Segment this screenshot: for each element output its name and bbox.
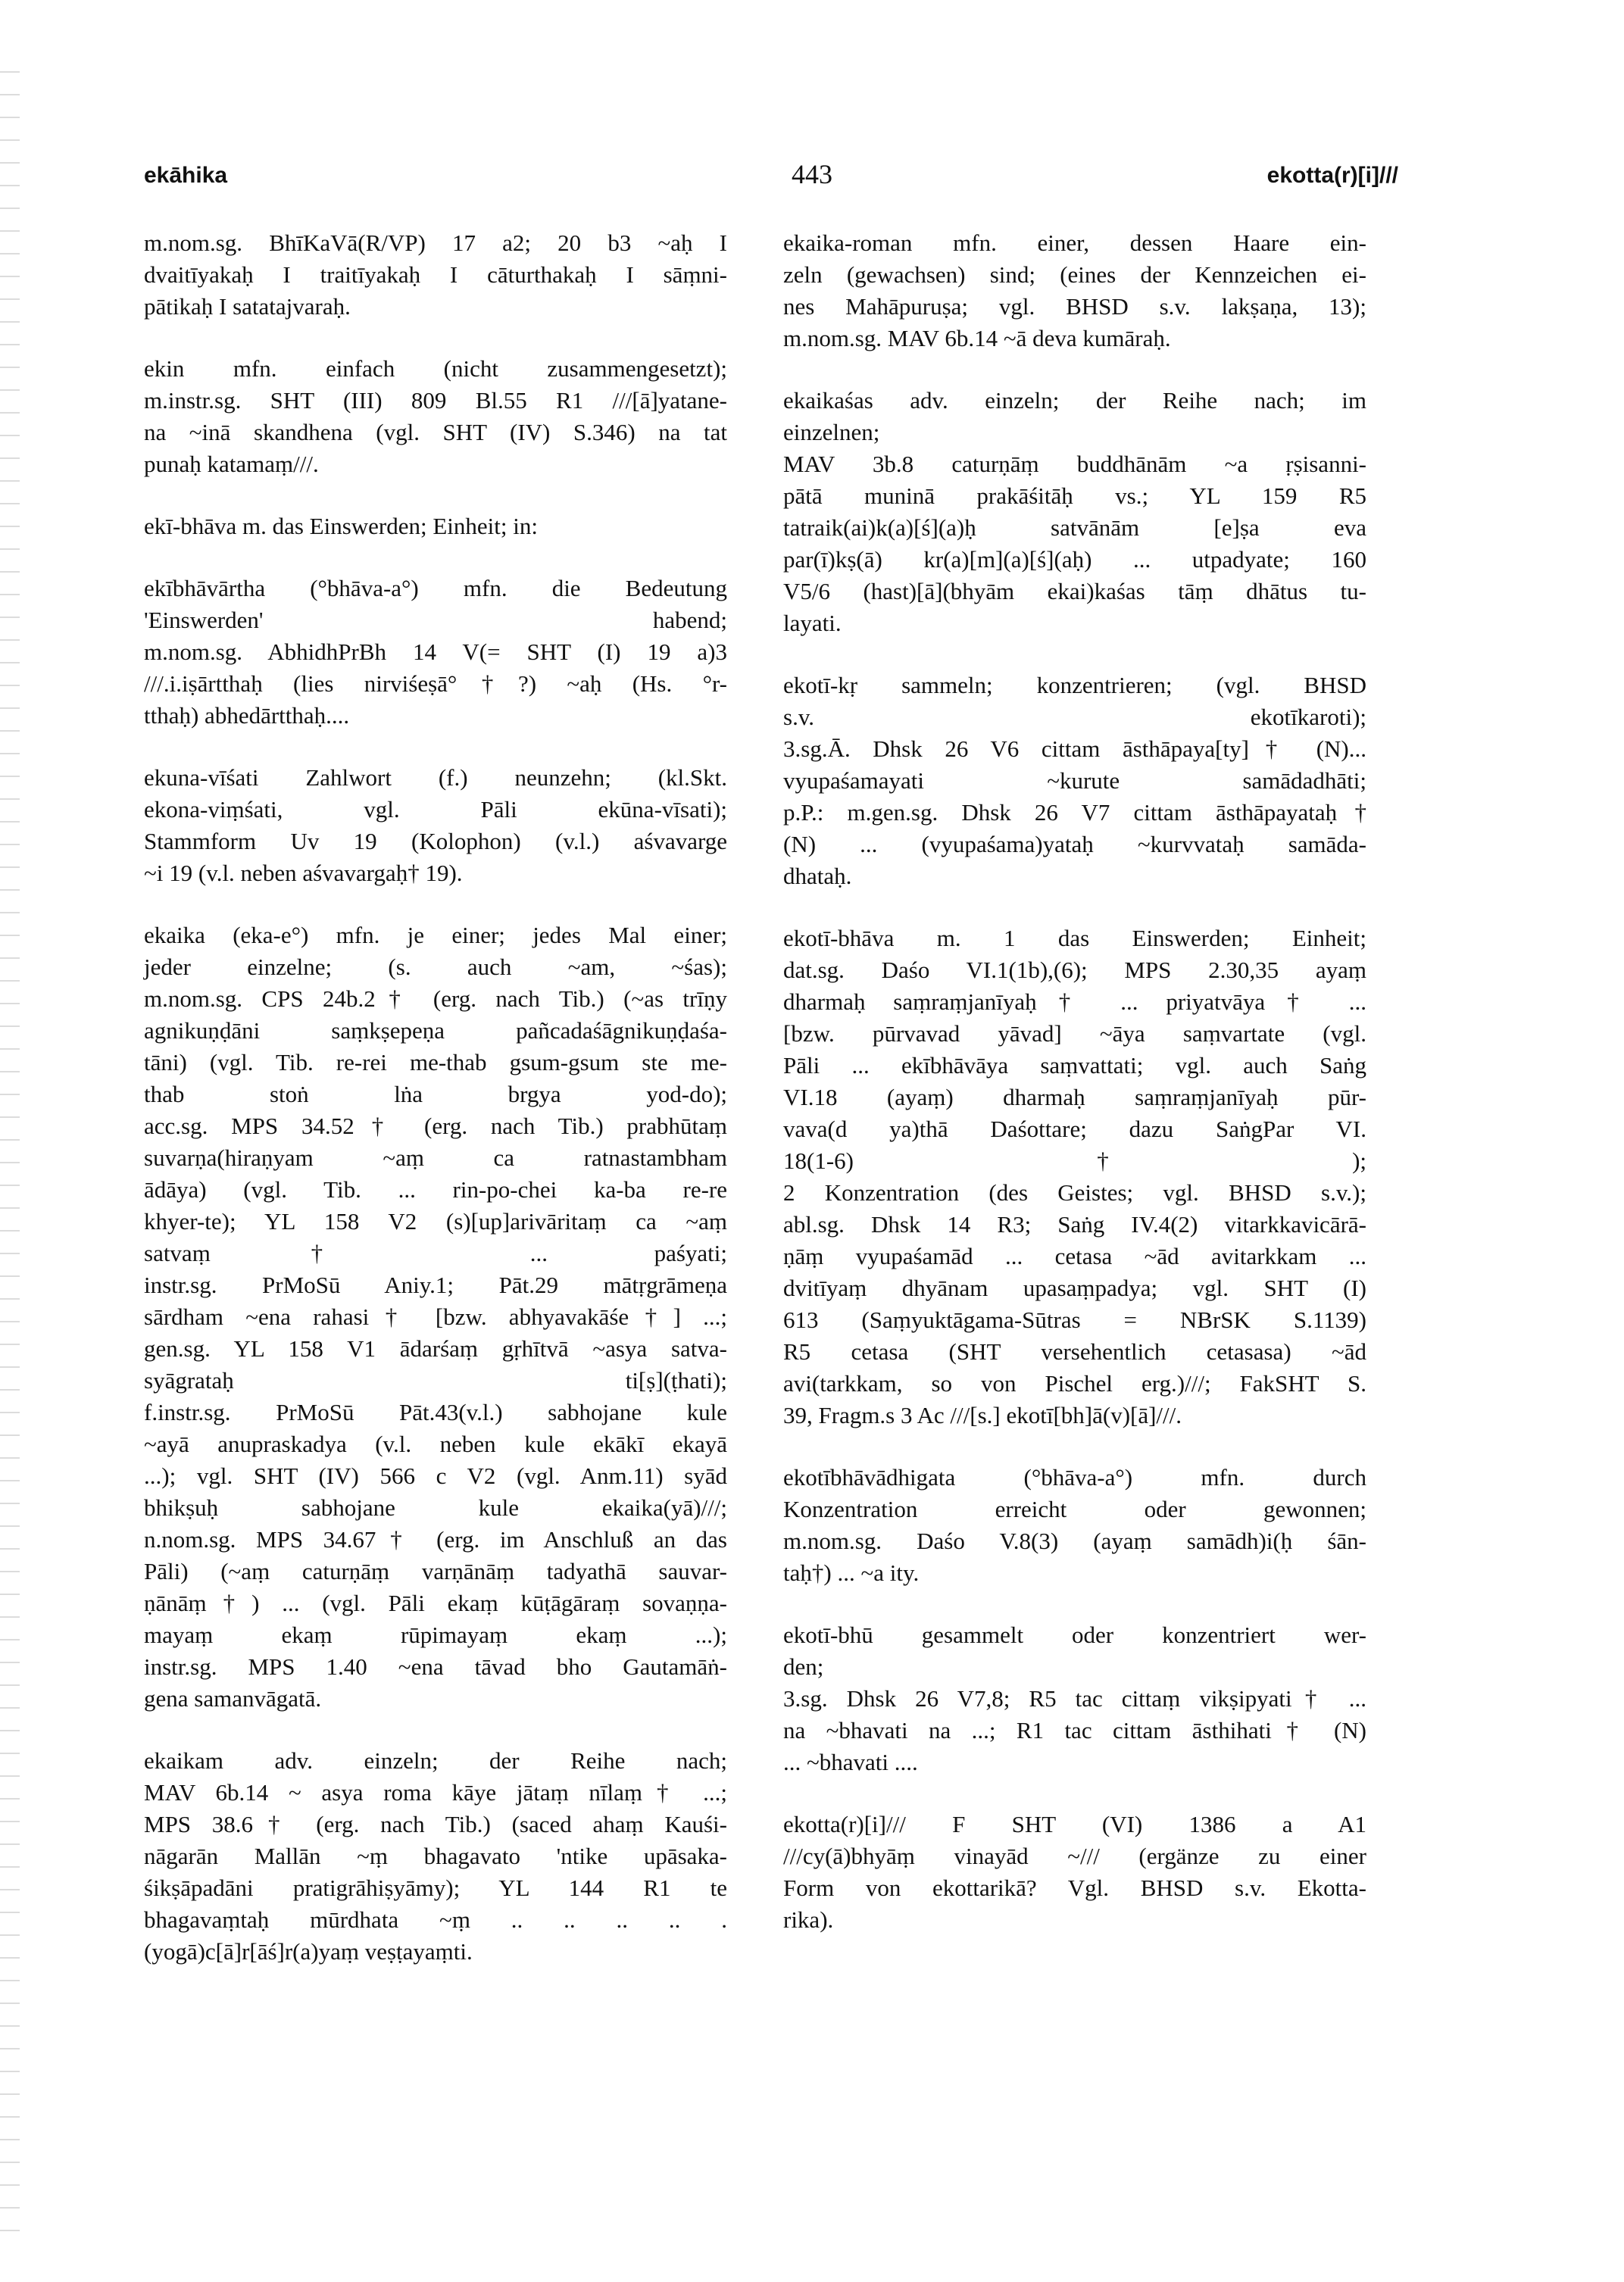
running-header [0, 159, 1624, 216]
entry-line: ...); vgl. SHT (IV) 566 c V2 (vgl. Anm.11) syād [144, 1463, 727, 1489]
entry-headline: ekotī-bhāva m. 1 das Einswerden; Einheit; [783, 925, 1366, 951]
entry-line: m.nom.sg. AbhidhPrBh 14 V(= SHT (I) 19 a)3 [144, 638, 727, 665]
entry-line: 3.sg.Ā. Dhsk 26 V6 cittam āsthāpaya[ty]† (N)... [783, 735, 1366, 762]
dictionary-entry [144, 510, 727, 542]
entry-line: dvaitīyakaḥ I traitīyakaḥ I cāturthakaḥ I sāṃni- [144, 261, 727, 288]
entry-line: rika). [783, 1906, 834, 1933]
entry-line: VI.18 (ayaṃ) dharmaḥ saṃraṃjanīyaḥ pūr- [783, 1084, 1366, 1110]
entry-line: n.nom.sg. MPS 34.67† (erg. im Anschluß an das [144, 1526, 727, 1553]
entry-line: dhataḥ. [783, 863, 852, 889]
entry-line: f.instr.sg. PrMoSū Pāt.43(v.l.) sabhojane kule [144, 1399, 727, 1425]
entry-line: MAV 6b.14 ~ asya roma kāye jātaṃ nīlaṃ† ...; [144, 1779, 727, 1806]
entry-line: ///.i.iṣārtthaḥ (lies nirviśeṣā°†?) ~aḥ (Hs. °r- [144, 670, 727, 697]
dictionary-entry [144, 762, 727, 889]
entry-line: pātikaḥ I satatajvaraḥ. [144, 293, 351, 320]
entry-line: taḥ†) ... ~a ity. [783, 1559, 920, 1586]
entry-headline: ekībhāvārtha (°bhāva-a°) mfn. die Bedeutung [144, 575, 727, 601]
entry-line: ādāya) (vgl. Tib. ... rin-po-chei ka-ba re-re [144, 1176, 727, 1203]
entry-line: mayaṃ ekaṃ rūpimayaṃ ekaṃ ...); [144, 1622, 727, 1648]
entry-line: instr.sg. PrMoSū Aniy.1; Pāt.29 mātṛgrāmeṇa [144, 1272, 727, 1298]
dictionary-entry [783, 227, 1366, 354]
entry-line: 613 (Saṃyuktāgama-Sūtras = NBrSK S.1139) [783, 1306, 1366, 1333]
dictionary-entry [783, 1619, 1366, 1778]
entry-line: dat.sg. Daśo VI.1(1b),(6); MPS 2.30,35 ayaṃ [783, 957, 1366, 983]
entry-line: pātā muninā prakāśitāḥ vs.; YL 159 R5 [783, 482, 1366, 509]
left-column [144, 227, 727, 1998]
entry-line: Pāli ... ekībhāvāya saṃvattati; vgl. auch Saṅg [783, 1052, 1366, 1079]
header-right-catchword: ekotta(r)[i]/// [1266, 163, 1398, 188]
entry-line: suvarṇa(hiraṇyam ~aṃ ca ratnastambham [144, 1144, 727, 1171]
entry-line: vava(d ya)thā Daśottare; dazu SaṅgPar VI. [783, 1116, 1366, 1142]
entry-line: ṇāṃ vyupaśamād ... cetasa ~ād avitarkkam ... [783, 1243, 1366, 1269]
entry-line: 18(1-6)†); [783, 1147, 1366, 1174]
entry-line: dvitīyaṃ dhyānam upasaṃpadya; vgl. SHT (I) [783, 1275, 1366, 1301]
entry-line: (N) ... (vyupaśama)yataḥ ~kurvvataḥ samāda- [783, 831, 1366, 857]
entry-line: acc.sg. MPS 34.52† (erg. nach Tib.) prabhūtaṃ [144, 1113, 727, 1139]
entry-line: tthaḥ) abhedārtthaḥ.... [144, 702, 350, 729]
right-column [783, 227, 1366, 1966]
entry-line: zeln (gewachsen) sind; (eines der Kennzeichen ei- [783, 261, 1366, 288]
dictionary-entry [144, 1745, 727, 1968]
entry-line: Konzentration erreicht oder gewonnen; [783, 1496, 1366, 1522]
entry-line: 39, Fragm.s 3 Ac ///[s.] ekotī[bh]ā(v)[ā]///. [783, 1402, 1182, 1428]
entry-headline: ekaika-roman mfn. einer, dessen Haare ein- [783, 229, 1366, 256]
entry-line: ṇānāṃ†) ... (vgl. Pāli ekaṃ kūṭāgāraṃ sovaṇṇa- [144, 1590, 727, 1616]
entry-line: bhagavaṃtaḥ mūrdhata ~ṃ .. .. .. .. . [144, 1906, 727, 1933]
entry-line: MAV 3b.8 caturṇāṃ buddhānām ~a ṛṣisanni- [783, 451, 1366, 477]
entry-line: nāgarān Mallān ~ṃ bhagavato 'ntike upāsaka- [144, 1843, 727, 1869]
entry-line: (yogā)c[ā]r[āś]r(a)yaṃ veṣṭayaṃti. [144, 1938, 473, 1965]
dictionary-entry [783, 670, 1366, 892]
entry-line: par(ī)kṣ(ā) kr(a)[m](a)[ś](aḥ) ... utpadyate; 160 [783, 546, 1366, 573]
entry-line: tatraik(ai)k(a)[ś](a)ḥ satvānām [e]ṣa eva [783, 514, 1366, 541]
entry-line: MPS 38.6† (erg. nach Tib.) (saced ahaṃ Kauśi- [144, 1811, 727, 1837]
entry-line: na ~bhavati na ...; R1 tac cittam āsthihati† (N) [783, 1717, 1366, 1743]
entry-line: syāgrataḥ ti[ṣ](ṭhati); [144, 1367, 727, 1394]
entry-headline: ekī-bhāva m. das Einswerden; Einheit; in: [144, 513, 538, 539]
entry-line: tāni) (vgl. Tib. re-rei me-thab gsum-gsum ste me- [144, 1049, 727, 1075]
entry-line: ///cy(ā)bhyāṃ vinayād ~/// (ergänze zu einer [783, 1843, 1366, 1869]
dictionary-entry [144, 919, 727, 1715]
page-number: 443 [792, 159, 832, 189]
entry-line: [bzw. pūrvavad yāvad] ~āya saṃvartate (vgl. [783, 1020, 1366, 1047]
entry-line: bhikṣuḥ sabhojane kule ekaika(yā)///; [144, 1494, 727, 1521]
entry-headline: ekotībhāvādhigata (°bhāva-a°) mfn. durch [783, 1464, 1366, 1491]
entry-headline: ekaika (eka-e°) mfn. je einer; jedes Mal einer; [144, 922, 727, 948]
entry-line: na ~inā skandhena (vgl. SHT (IV) S.346) na tat [144, 419, 727, 445]
entry-line: sārdham ~ena rahasi† [bzw. abhyavakāśe†] ...; [144, 1303, 727, 1330]
entry-line: gena samanvāgatā. [144, 1685, 322, 1712]
entry-line: V5/6 (hast)[ā](bhyām ekai)kaśas tāṃ dhātus tu- [783, 578, 1366, 604]
dictionary-entry [783, 385, 1366, 639]
entry-line: m.nom.sg. MAV 6b.14 ~ā deva kumāraḥ. [783, 325, 1171, 351]
dictionary-entry [783, 1462, 1366, 1589]
entry-line: thab stoṅ lṅa brgya yod-do); [144, 1081, 727, 1107]
entry-line: instr.sg. MPS 1.40 ~ena tāvad bho Gautamāṅ- [144, 1653, 727, 1680]
entry-line: m.nom.sg. Daśo V.8(3) (ayaṃ samādh)i(ḥ śān- [783, 1528, 1366, 1554]
entry-headline: ekaikaśas adv. einzeln; der Reihe nach; im [783, 387, 1366, 414]
entry-headline: ekin mfn. einfach (nicht zusammengesetzt); [144, 355, 727, 382]
entry-line: s.v. ekotīkaroti); [783, 704, 1366, 730]
dictionary-entry [144, 227, 727, 323]
entry-headline: ekaikam adv. einzeln; der Reihe nach; [144, 1747, 727, 1774]
entry-line: jeder einzelne; (s. auch ~am, ~śas); [144, 954, 727, 980]
entry-headline: m.nom.sg. BhīKaVā(R/VP) 17 a2; 20 b3 ~aḥ I [144, 229, 727, 256]
entry-headline: ekotta(r)[i]/// F SHT (VI) 1386 a A1 [783, 1811, 1366, 1837]
dictionary-entry [783, 922, 1366, 1431]
entry-line: ~i 19 (v.l. neben aśvavargaḥ† 19). [144, 860, 463, 886]
entry-line: 3.sg. Dhsk 26 V7,8; R5 tac cittaṃ vikṣipyati† ... [783, 1685, 1366, 1712]
entry-line: śikṣāpadāni pratigrāhiṣyāmy); YL 144 R1 te [144, 1875, 727, 1901]
entry-line: Form von ekottarikā? Vgl. BHSD s.v. Ekotta- [783, 1875, 1366, 1901]
entry-line: khyer-te); YL 158 V2 (s)[up]arivāritaṃ ca ~aṃ [144, 1208, 727, 1235]
entry-line: R5 cetasa (SHT versehentlich cetasasa) ~ād [783, 1338, 1366, 1365]
dictionary-entry [144, 573, 727, 732]
entry-line: agnikuṇḍāni saṃkṣepeṇa pañcadaśāgnikuṇḍaśa- [144, 1017, 727, 1044]
binding-edge [0, 61, 20, 2242]
entry-line: dharmaḥ saṃraṃjanīyaḥ† ... priyatvāya† ... [783, 988, 1366, 1015]
dictionary-entry [144, 353, 727, 480]
entry-line: 'Einswerden' habend; [144, 607, 727, 633]
entry-line: abl.sg. Dhsk 14 R3; Saṅg IV.4(2) vitarkkavicārā- [783, 1211, 1366, 1238]
entry-headline: ekuna-vīśati Zahlwort (f.) neunzehn; (kl.Skt. [144, 764, 727, 791]
entry-line: Stammform Uv 19 (Kolophon) (v.l.) aśvavarge [144, 828, 727, 854]
entry-line: ~ayā anupraskadya (v.l. neben kule ekākī ekayā [144, 1431, 727, 1457]
entry-headline: ekotī-kṛ sammeln; konzentrieren; (vgl. BHSD [783, 672, 1366, 698]
entry-line: ekona-viṃśati, vgl. Pāli ekūna-vīsati); [144, 796, 727, 823]
dictionary-entry [783, 1809, 1366, 1936]
entry-line: nes Mahāpuruṣa; vgl. BHSD s.v. lakṣaṇa, 13); [783, 293, 1366, 320]
entry-line: gen.sg. YL 158 V1 ādarśaṃ gṛhītvā ~asya satva- [144, 1335, 727, 1362]
entry-line: satvaṃ† ... paśyati; [144, 1240, 727, 1266]
entry-line: avi(tarkkam, so von Pischel erg.)///; FakSHT S. [783, 1370, 1366, 1397]
entry-line: ... ~bhavati .... [783, 1749, 918, 1775]
entry-line: einzelnen; [783, 419, 880, 445]
header-left-catchword: ekāhika [144, 163, 228, 188]
entry-line: m.instr.sg. SHT (III) 809 Bl.55 R1 ///[ā]yatane- [144, 387, 727, 414]
entry-line: m.nom.sg. CPS 24b.2† (erg. nach Tib.) (~as trīṇy [144, 985, 727, 1012]
entry-line: p.P.: m.gen.sg. Dhsk 26 V7 cittam āsthāpayataḥ† [783, 799, 1366, 826]
entry-line: layati. [783, 610, 842, 636]
entry-line: den; [783, 1653, 824, 1680]
entry-headline: ekotī-bhū gesammelt oder konzentriert wer- [783, 1622, 1366, 1648]
entry-line: 2 Konzentration (des Geistes; vgl. BHSD s.v.); [783, 1179, 1366, 1206]
entry-line: vyupaśamayati ~kurute samādadhāti; [783, 767, 1366, 794]
entry-line: Pāli) (~aṃ caturṇāṃ varṇānāṃ tadyathā sauvar- [144, 1558, 727, 1584]
entry-line: punaḥ katamaṃ///. [144, 451, 319, 477]
